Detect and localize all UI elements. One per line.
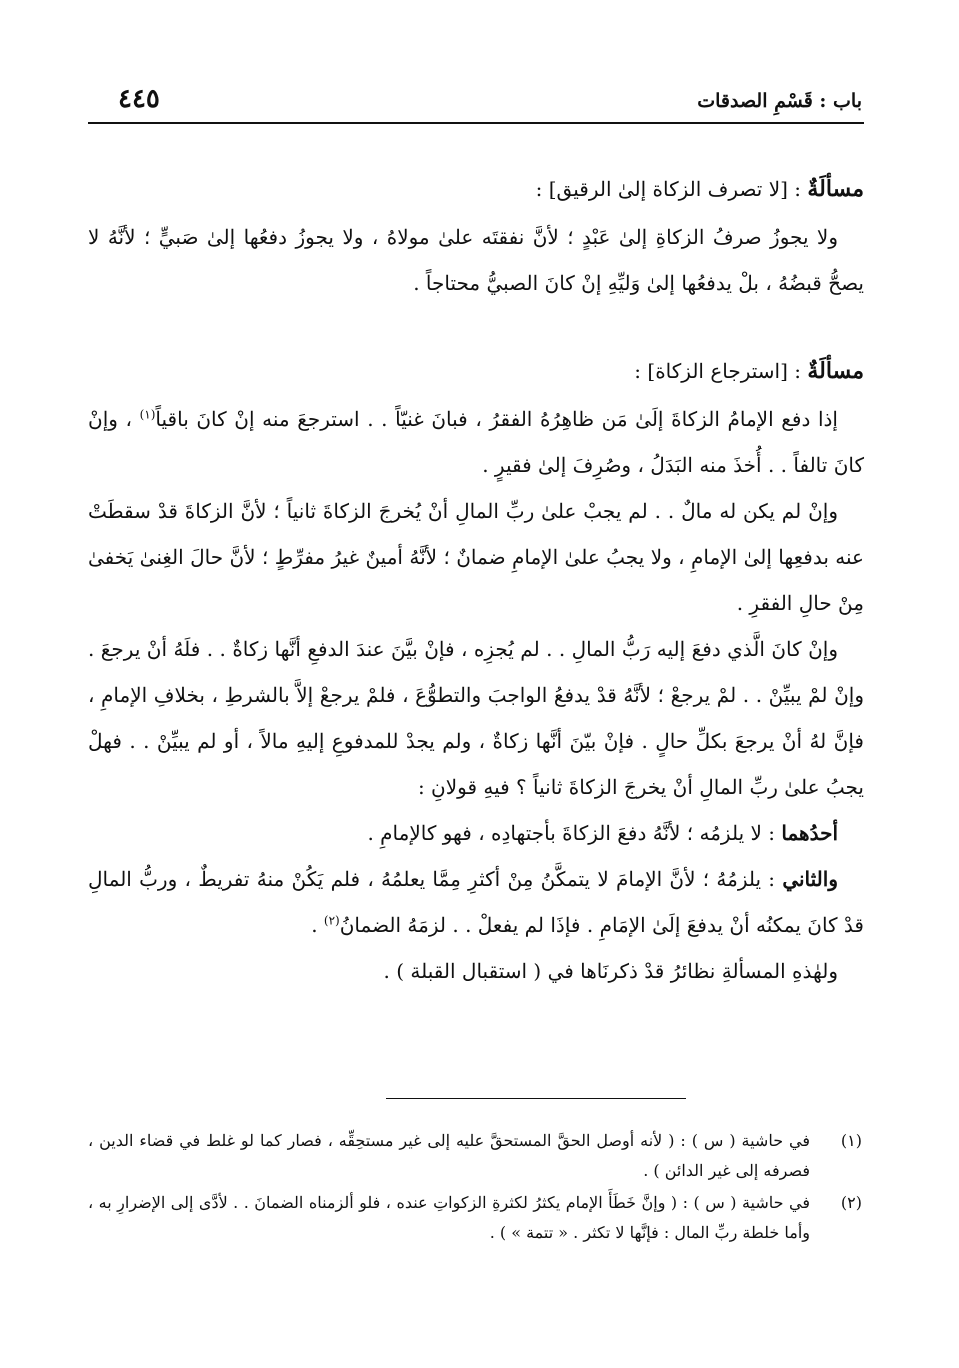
footnotes — [88, 1126, 864, 1250]
footnote-ref-2: (٢) — [323, 913, 340, 928]
paragraph: ولهٰذهِ المسألةِ نظائرُ قدْ ذكرنَاها في ( استقبال القبلة ) . — [383, 959, 838, 983]
page-number: ٤٤٥ — [118, 84, 160, 114]
paragraph-text: إذا دفع الإمامُ الزكاةَ إلَىٰ مَن ظاهِرُهُ الفقرُ ، فبانَ غنيّاً . . استرجعَ منه إنْ كانَ باقياً — [155, 407, 838, 431]
paragraph: وإنْ لم يكن له مالٌ . . لم يجبْ علىٰ ربِّ المالِ أنْ يُخرجَ الزكاةَ ثانياً ؛ لأنَّ الزكاةَ قدْ سقطَتْ عنه بدفعِها إلىٰ الإمامِ ، ولا يجبُ علىٰ الإمامِ ضمانٌ ؛ لأنَّهُ أمينٌ غيرُ مفرِّطٍ ؛ لأنَّ حالَ الغِنىٰ يَخفىٰ مِنْ حالِ الفقرِ . — [88, 499, 864, 615]
running-title: باب : قَسْمِ الصدقات — [697, 90, 862, 112]
footnote-text: في حاشية ( س ) : ( وإنَّ خَطَأَ الإمام يكثرُ لكثرةِ الزكواتِ عنده ، فلو ألزمناه الضمانَ . . لأدَّى إلى الإضرارِ به ، وأما خلطة ربِّ المال : فإنَّها لا تكثر . « تتمة » ) . — [88, 1193, 810, 1242]
footnote-number: (١) — [840, 1131, 862, 1150]
paragraph — [88, 396, 864, 488]
paragraph-text: : لا يلزمُه ؛ لأنَّهُ دفعَ الزكاةَ بأجتهادِه ، فهو كالإمامِ . — [367, 821, 782, 845]
section-label: مسألَةٌ — [807, 176, 864, 202]
header-rule — [88, 122, 864, 124]
footnote-text: في حاشية ( س ) : ( لأنه أوصل الحقَّ المستحقَّ عليه إلى غير مستحِقِّه ، فصار كما لو غلط في قضاء الدين ، فصرفه إلى غير الدائن ) . — [88, 1131, 810, 1180]
section-title: [لا تصرف الزكاة إلىٰ الرقيق] : — [535, 177, 788, 201]
section-heading-1 — [88, 166, 864, 212]
footnote-1 — [88, 1126, 864, 1186]
footnote-rule — [386, 1098, 686, 1099]
section-heading-2 — [88, 348, 864, 394]
section-colon: : — [787, 359, 808, 383]
paragraph: وإنْ كانَ الَّذي دفعَ إليه رَبُّ المالِ . . لم يُجزِه ، فإنْ بيَّنَ عندَ الدفعِ أنَّها زكاةٌ . . فلَهُ أنْ يرجعَ . وإنْ لمْ يبيِّنْ . . لمْ يرجعْ ؛ لأنَّهُ قدْ يدفعُ الواجبَ والتطوُّعَ ، فلمْ يرجعْ إلاَّ بالشرطِ ، بخلافِ الإمامِ ، فإنَّ لهُ أنْ يرجعَ بكلِّ حالٍ . فإنْ بيّنَ أنَّها زكاةٌ ، ولم يجدْ للمدفوعِ إليهِ مالاً ، أو لم يبيِّنْ . . فهلْ يجبُ علىٰ ربِّ المالِ أنْ يخرجَ الزكاةَ ثانياً ؟ فيهِ قولانِ : — [88, 637, 864, 799]
paragraph — [88, 856, 864, 948]
main-text — [88, 166, 864, 994]
footnote-ref-1: (١) — [139, 407, 156, 422]
paragraph — [88, 810, 864, 856]
footnote-number: (٢) — [840, 1193, 862, 1212]
paragraph-text: ، وإنْ كانَ تالفاً . . أُخذَ منه البَدَلُ ، وصُرِفَ إلىٰ فقيرٍ . — [88, 407, 864, 477]
paragraph-text: : يلزمُهُ ؛ لأنَّ الإمامَ لا يتمكَّنُ مِنْ أكثرِ مِمَّا يعلمُهُ ، فلم يَكُنْ منهُ تفريطٌ ، وربُّ المالِ قدْ كانَ يمكنُه أنْ يدفعَ إلَىٰ الإمَامِ . فإذَا لم يفعلْ . . لزمَهُ الضمانُ — [88, 867, 864, 937]
paragraph: ولا يجوزُ صرفُ الزكاةِ إلىٰ عَبْدٍ ؛ لأنَّ نفقتَه علىٰ مولاهُ ، ولا يجوزُ دفعُها إلىٰ صَبيٍّ ؛ لأنَّهُ لا يصحُّ قبضُهُ ، بلْ يدفعُها إلىٰ وَليِّهِ إنْ كانَ الصبيُّ محتاجاً . — [88, 225, 864, 295]
footnote-2 — [88, 1188, 864, 1248]
section-label: مسألَةٌ — [807, 358, 864, 384]
first-opinion-label: أحدُهما — [781, 821, 838, 845]
page-header — [88, 84, 864, 124]
paragraph-text: . — [311, 913, 324, 937]
second-opinion-label: والثاني — [782, 867, 838, 891]
book-page — [88, 0, 864, 1368]
section-title: [استرجاع الزكاة] : — [634, 359, 788, 383]
section-colon: : — [787, 177, 808, 201]
